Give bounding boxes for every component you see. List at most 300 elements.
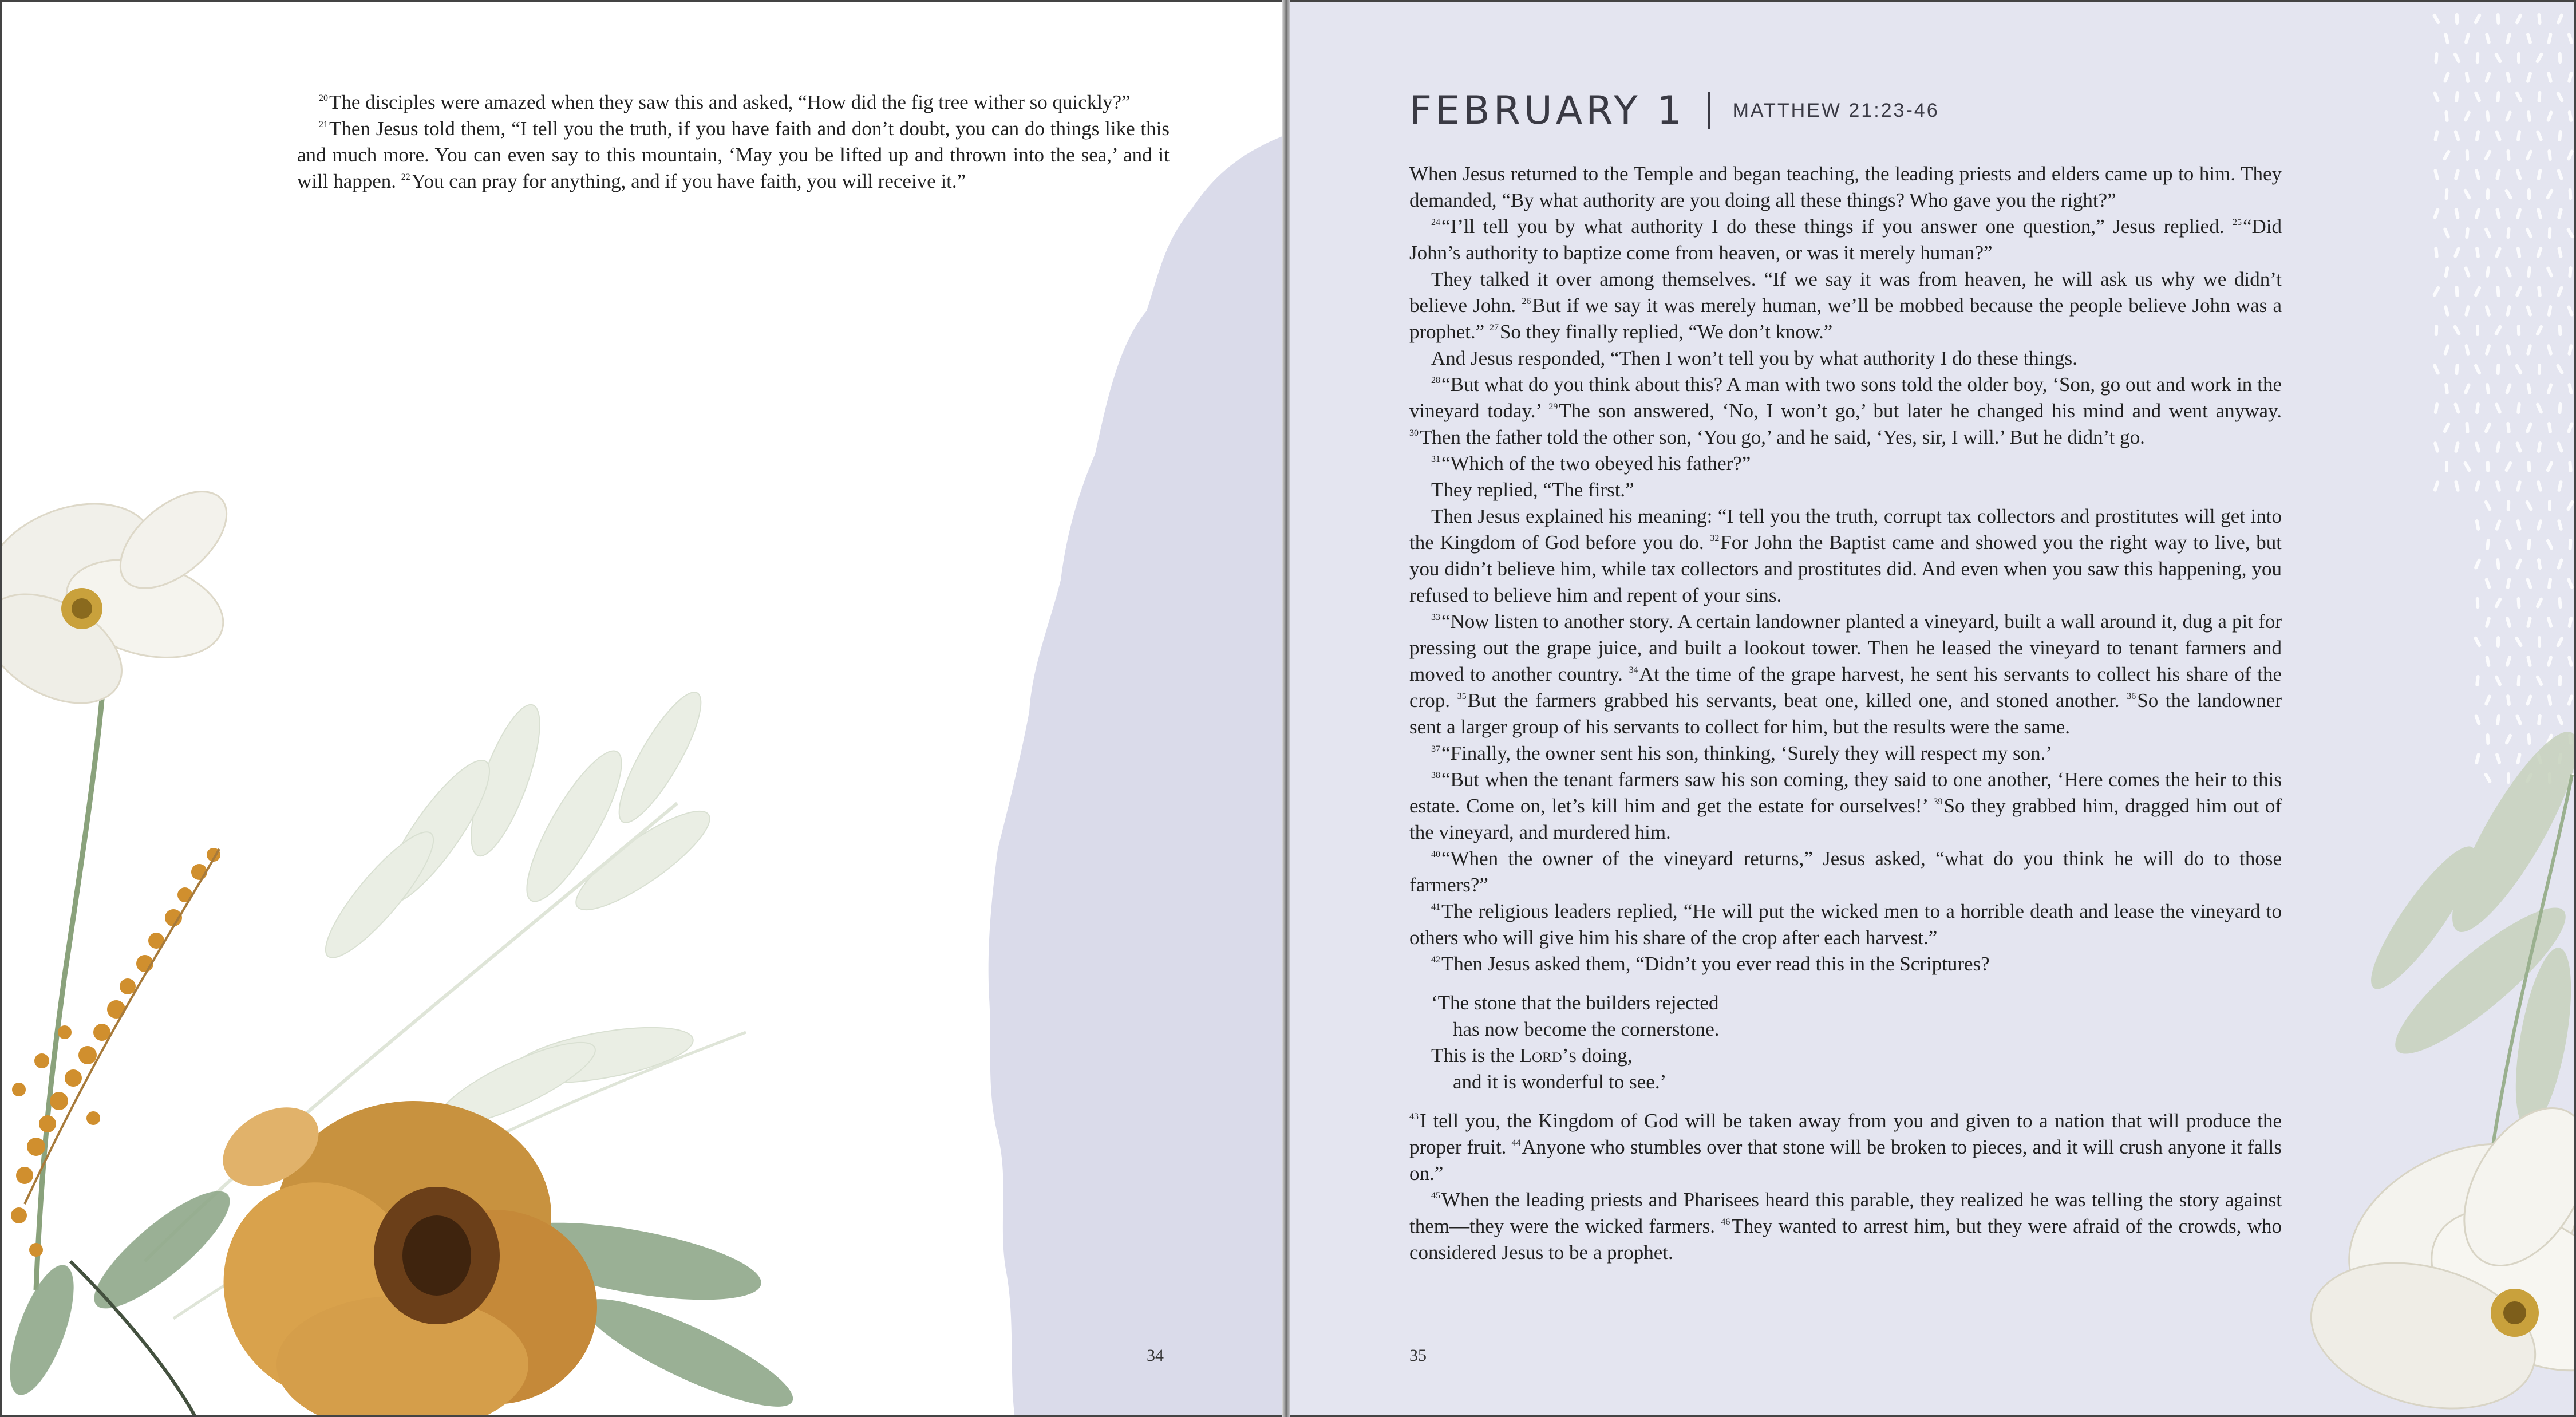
pattern-dash <box>2515 208 2522 220</box>
pattern-dash <box>2516 480 2522 492</box>
pattern-dash <box>2547 422 2553 434</box>
verse-number: 26 <box>1522 297 1531 306</box>
scripture-paragraph <box>1409 477 2282 503</box>
pattern-dash <box>2453 402 2461 415</box>
pattern-dash <box>2558 402 2562 414</box>
pattern-dash <box>2484 500 2492 512</box>
pattern-dash <box>2454 480 2460 492</box>
pattern-dash <box>2494 52 2503 64</box>
pattern-dash <box>2525 227 2533 239</box>
pattern-dash <box>2547 305 2552 317</box>
pattern-dash <box>2527 539 2531 550</box>
pattern-dash <box>2568 266 2573 278</box>
pattern-dash <box>2475 130 2480 142</box>
pattern-dash <box>2514 636 2523 648</box>
pattern-dash <box>2535 597 2543 609</box>
pattern-dash <box>2526 110 2531 123</box>
pattern-dash <box>2435 325 2439 336</box>
pattern-dash <box>2432 286 2441 297</box>
text-run: “I’ll tell you by what authority I do these things if you answer one question,” Jesus replied. <box>1441 215 2233 238</box>
pattern-dash <box>2516 247 2521 259</box>
pattern-dash <box>2526 656 2532 668</box>
verse-number: 35 <box>1457 692 1467 701</box>
pattern-dash <box>2555 364 2564 375</box>
scripture-paragraph <box>1409 266 2282 345</box>
pattern-dash <box>2506 344 2512 356</box>
pattern-dash <box>2506 305 2511 317</box>
text-run: has now become the cornerstone. <box>1453 1018 1720 1040</box>
text-run: They wanted to arrest him, but they were afraid of the crowds, who considered Jesus to be a prophet. <box>1409 1215 2282 1264</box>
pattern-dash <box>2557 480 2563 492</box>
pattern-dash <box>2525 149 2533 161</box>
pattern-dash <box>2445 461 2448 472</box>
pattern-dash <box>2444 383 2449 395</box>
scripture-paragraph <box>1409 767 2282 846</box>
pattern-dash <box>2475 675 2480 687</box>
pattern-dash <box>2526 617 2532 629</box>
pattern-dash <box>2568 539 2572 550</box>
text-run: So they finally replied, “We don’t know.” <box>1499 321 1833 343</box>
pattern-dash <box>2495 519 2502 531</box>
pattern-dash <box>2556 286 2563 298</box>
pattern-dash <box>2433 480 2440 492</box>
scripture-paragraph <box>1409 609 2282 740</box>
pattern-dash <box>2567 305 2574 317</box>
text-run: “Which of the two obeyed his father?” <box>1441 452 1751 475</box>
pattern-dash <box>2536 519 2543 531</box>
pattern-dash <box>2515 558 2522 570</box>
pattern-dash <box>2474 558 2482 570</box>
pattern-dash <box>2506 578 2511 590</box>
text-run: The disciples were amazed when they saw this and asked, “How did the fig tree wither so quickly?” <box>329 91 1131 113</box>
pattern-dash <box>2475 247 2480 259</box>
pattern-dash <box>2464 344 2470 356</box>
scripture-paragraph <box>1409 951 2282 977</box>
pattern-dash <box>2505 617 2511 629</box>
pattern-dash <box>2566 227 2575 239</box>
pattern-dash <box>2496 636 2500 648</box>
poem-line <box>1409 1043 2282 1069</box>
pattern-dash <box>2463 110 2471 123</box>
floral-watercolor-left <box>2 460 860 1417</box>
pattern-dash <box>2504 266 2512 278</box>
pattern-dash <box>2485 617 2491 629</box>
pattern-dash <box>2525 422 2532 434</box>
pattern-dash <box>2464 305 2471 317</box>
pattern-dash <box>2556 13 2564 25</box>
pattern-dash <box>2444 110 2449 122</box>
pattern-dash <box>2474 364 2482 376</box>
scripture-paragraph <box>1409 345 2282 372</box>
pattern-dash <box>2546 539 2554 551</box>
pattern-dash <box>2525 500 2534 511</box>
pattern-dash <box>2558 130 2562 142</box>
pattern-dash <box>2486 539 2490 551</box>
pattern-dash <box>2558 675 2562 686</box>
pattern-dash <box>2434 52 2438 64</box>
text-run: doing, <box>1577 1044 1633 1067</box>
pattern-dash <box>2484 694 2491 706</box>
text-run: You can pray for anything, and if you have faith, you will receive it.” <box>411 170 966 192</box>
pattern-dash <box>2434 247 2439 259</box>
golden-poppy <box>193 1091 597 1417</box>
pattern-dash <box>2527 188 2531 200</box>
pattern-dash <box>2485 266 2490 278</box>
text-run: The son answered, ‘No, I won’t go,’ but later he changed his mind and went anyway. <box>1559 400 2282 422</box>
pattern-dash <box>2526 344 2532 356</box>
verse-number: 28 <box>1431 376 1440 385</box>
verse-number: 38 <box>1431 771 1440 780</box>
verse-number: 31 <box>1431 455 1440 464</box>
pattern-dash <box>2495 441 2501 453</box>
pattern-dash <box>2506 149 2510 161</box>
pattern-dash <box>2484 422 2492 434</box>
text-run: When Jesus returned to the Temple and began teaching, the leading priests and elders came up to him. They demanded, “By what authority are you doing all these things? Who gave you the right?” <box>1409 163 2282 211</box>
page-number-right: 35 <box>1409 1346 1427 1365</box>
pattern-dash <box>2548 500 2551 511</box>
pattern-dash <box>2455 286 2459 297</box>
pattern-dash <box>2538 364 2541 375</box>
text-run: Then Jesus explained his meaning: “I tell you the truth, corrupt tax collectors and prostitutes will get into the Kingdom of God before you do. <box>1409 505 2282 554</box>
pattern-dash <box>2526 72 2532 84</box>
text-run: They talked it over among themselves. “If we say it was from heaven, he will ask us why we didn’t believe John. <box>1409 268 2282 317</box>
pattern-dash <box>2454 441 2460 453</box>
pattern-dash <box>2516 519 2522 531</box>
pattern-dash <box>2443 422 2451 434</box>
text-run: I tell you, the Kingdom of God will be taken away from you and given to a nation that will produce the proper fruit. <box>1409 1110 2282 1158</box>
pattern-dash <box>2506 227 2510 239</box>
pattern-dash <box>2568 188 2572 200</box>
pattern-dash <box>2463 188 2472 200</box>
pattern-dash <box>2496 558 2500 570</box>
verse-number: 36 <box>2127 692 2136 701</box>
pattern-dash <box>2567 72 2574 84</box>
verse-number: 25 <box>2232 218 2242 227</box>
pattern-dash <box>2556 441 2563 453</box>
pattern-dash <box>2496 91 2500 102</box>
pattern-dash <box>2567 383 2573 395</box>
pattern-dash <box>2536 480 2543 492</box>
pattern-dash <box>2517 325 2521 336</box>
text-run: ‘The stone that the builders rejected <box>1431 992 1719 1014</box>
pattern-dash <box>2567 617 2573 629</box>
pattern-dash <box>2547 149 2552 161</box>
pattern-dash <box>2526 33 2532 45</box>
verse-number: 46 <box>1721 1217 1730 1227</box>
verse-number: 32 <box>1710 534 1720 543</box>
poetry-quotation <box>1409 990 2282 1095</box>
pattern-dash <box>2474 636 2482 648</box>
pattern-dash <box>2432 364 2440 376</box>
text-run: And Jesus responded, “Then I won’t tell you by what authority I do these things. <box>1431 347 2077 369</box>
pattern-dash <box>2515 13 2523 25</box>
pattern-dash <box>2475 402 2480 415</box>
pattern-dash <box>2504 461 2513 472</box>
pattern-dash <box>2465 422 2469 433</box>
pattern-dash <box>2495 130 2502 142</box>
verse-number: 37 <box>1431 744 1440 754</box>
pattern-dash <box>2455 13 2459 25</box>
pattern-dash <box>2566 149 2574 161</box>
pattern-dash <box>2546 110 2553 123</box>
pattern-dash <box>2557 169 2563 181</box>
pattern-dash <box>2484 72 2491 84</box>
pattern-dash <box>2548 227 2552 239</box>
pattern-dash <box>2566 500 2575 511</box>
pattern-dash <box>2444 33 2449 45</box>
pattern-dash <box>2505 656 2512 668</box>
pattern-dash <box>2474 441 2481 453</box>
pattern-dash <box>2453 52 2461 64</box>
right-page <box>1290 0 2576 1417</box>
pattern-dash <box>2547 578 2553 590</box>
pattern-dash <box>2537 13 2542 25</box>
text-run: The religious leaders replied, “He will put the wicked men to a horrible death and lease the vineyard to others who will give him his share of the crop after each harvest.” <box>1409 900 2282 949</box>
floral-watercolor-right <box>2274 717 2576 1417</box>
pattern-dash <box>2526 305 2532 317</box>
verse-number: 21 <box>319 120 328 129</box>
pattern-dash <box>2557 558 2563 570</box>
pattern-dash <box>2567 344 2573 356</box>
left-page <box>0 0 1286 1417</box>
pattern-dash <box>2537 169 2542 181</box>
pattern-dash <box>2463 383 2471 395</box>
pattern-dash <box>2474 13 2482 25</box>
pattern-dash <box>2496 364 2500 375</box>
pattern-dash <box>2443 227 2450 239</box>
pattern-dash <box>2547 72 2553 84</box>
pattern-dash <box>2432 13 2440 25</box>
pattern-dash <box>2566 578 2574 590</box>
verse-number: 42 <box>1431 955 1440 965</box>
pattern-dash <box>2433 441 2439 453</box>
pattern-dash <box>2557 208 2563 220</box>
pattern-dash <box>2476 52 2480 64</box>
small-caps-text: Lord’s <box>1519 1044 1577 1067</box>
verse-number: 34 <box>1629 665 1638 675</box>
pattern-dash <box>2495 208 2501 220</box>
verse-number: 27 <box>1489 323 1499 333</box>
text-run: “When the owner of the vineyard returns,” Jesus asked, “what do you think he will do to those farmers?” <box>1409 847 2282 896</box>
pattern-dash <box>2537 91 2541 102</box>
pattern-dash <box>2485 33 2491 45</box>
verse-number: 43 <box>1409 1112 1419 1122</box>
pattern-dash <box>2505 383 2512 395</box>
pattern-dash <box>2535 325 2543 337</box>
pattern-dash <box>2567 33 2574 45</box>
reading-heading <box>1409 88 1939 133</box>
pattern-dash <box>2535 675 2543 687</box>
pattern-dash <box>2536 247 2543 259</box>
text-run: Then Jesus told them, “I tell you the truth, if you have faith and don’t doubt, you can do things like this and much more. You can even say to this mountain, ‘May you be lifted up and thrown into the sea,’ and it will happen. <box>297 117 1170 192</box>
scripture-paragraph <box>1409 1187 2282 1266</box>
pattern-dash <box>2515 364 2523 375</box>
pattern-dash <box>2527 461 2531 472</box>
pattern-dash <box>2546 617 2553 629</box>
verse-number: 29 <box>1548 402 1558 412</box>
pattern-dash <box>2464 72 2470 84</box>
text-run: “Finally, the owner sent his son, thinking, ‘Surely they will respect my son.’ <box>1441 742 2053 764</box>
scripture-paragraph <box>1409 372 2282 451</box>
pattern-dash <box>2537 441 2542 453</box>
pattern-dash <box>2443 72 2451 84</box>
text-run: When the leading priests and Pharisees heard this parable, they realized he was telling the story against them—they were the wicked farmers. <box>1409 1189 2282 1237</box>
verse-number: 20 <box>319 93 328 103</box>
pattern-dash <box>2466 149 2470 161</box>
pattern-dash <box>2515 169 2522 181</box>
pattern-dash <box>2558 52 2562 64</box>
pattern-dash <box>2527 266 2531 278</box>
poem-line <box>1409 1016 2282 1043</box>
pattern-dash <box>2546 656 2553 668</box>
pattern-dash <box>2538 636 2541 648</box>
text-run: “Now listen to another story. A certain landowner planted a vineyard, built a wall around it, dug a pit for pressing out the grape juice, and built a lookout tower. Then he leased the vineyard to tenant farmers and moved to another country. <box>1409 610 2282 685</box>
text-run: So the landowner sent a larger group of his servants to collect for him, but the results were the same. <box>1409 689 2282 738</box>
pattern-dash <box>2494 402 2502 415</box>
pattern-dash <box>2486 110 2490 123</box>
scripture-paragraph <box>297 116 1170 195</box>
pattern-dash <box>2504 188 2512 200</box>
pattern-dash <box>2474 91 2482 103</box>
pattern-dash <box>2453 247 2460 259</box>
text-run: This is the <box>1431 1044 1520 1067</box>
pattern-dash <box>2567 422 2574 434</box>
pattern-dash <box>2504 539 2512 551</box>
scripture-paragraph <box>1409 503 2282 609</box>
text-run: For John the Baptist came and showed you the right way to live, but you didn’t believe him, while tax collectors and prostitutes did. And even when you saw this happening, you refused to believe him and repent of your sins. <box>1409 531 2282 606</box>
left-page-text <box>297 89 1170 195</box>
pattern-dash <box>2557 247 2563 259</box>
scripture-paragraph <box>1409 1108 2282 1187</box>
pattern-dash <box>2506 72 2511 84</box>
pattern-dash <box>2546 266 2554 278</box>
scripture-paragraph <box>297 89 1170 116</box>
text-run: “But what do you think about this? A man with two sons told the older boy, ‘Son, go out and work in the vineyard today.’ <box>1409 373 2282 422</box>
reading-date: FEBRUARY 1 <box>1409 88 1685 133</box>
pattern-dash <box>2484 305 2491 317</box>
page-number-left: 34 <box>1147 1346 1164 1365</box>
text-run: But if we say it was merely human, we’ll be mobbed because the people believe John was a prophet.” <box>1409 294 2282 343</box>
pattern-dash <box>2495 169 2501 181</box>
text-run: Anyone who stumbles over that stone will be broken to pieces, and it will crush anyone it falls on.” <box>1409 1136 2282 1185</box>
pattern-dash <box>2484 578 2491 590</box>
pattern-dash <box>2506 694 2511 706</box>
text-run: So they grabbed him, dragged him out of the vineyard, and murdered him. <box>1409 795 2282 843</box>
pattern-dash <box>2444 305 2450 317</box>
pattern-dash <box>2526 578 2533 590</box>
pattern-dash <box>2432 91 2440 103</box>
pattern-dash <box>2567 110 2573 123</box>
pattern-dash <box>2496 13 2500 25</box>
pattern-dash <box>2537 286 2542 298</box>
pattern-dash <box>2537 558 2542 570</box>
pattern-dash <box>2474 480 2480 492</box>
pattern-dash <box>2486 188 2490 200</box>
scripture-paragraph <box>1409 214 2282 266</box>
pattern-dash <box>2547 33 2553 45</box>
pattern-dash <box>2484 344 2491 356</box>
right-page-text <box>1409 161 2282 1266</box>
verse-number: 44 <box>1511 1138 1521 1148</box>
verse-number: 40 <box>1431 850 1440 859</box>
pattern-dash <box>2546 383 2553 395</box>
pattern-dash <box>2443 344 2450 356</box>
pattern-dash <box>2506 33 2512 45</box>
pattern-dash <box>2567 694 2574 706</box>
verse-number: 30 <box>1409 428 1419 438</box>
pattern-dash <box>2433 208 2440 220</box>
pattern-dash <box>2496 286 2500 297</box>
verse-number: 24 <box>1431 218 1440 227</box>
pattern-dash <box>2516 130 2522 142</box>
text-run: and it is wonderful to see.’ <box>1453 1071 1667 1093</box>
pattern-dash <box>2484 149 2492 161</box>
pattern-dash <box>2476 597 2480 609</box>
pattern-dash <box>2535 402 2543 415</box>
pattern-dash <box>2495 247 2502 259</box>
text-run: But the farmers grabbed his servants, beat one, killed one, and stoned another. <box>1467 689 2127 712</box>
pattern-dash <box>2453 325 2462 336</box>
pattern-dash <box>2454 169 2460 181</box>
pattern-dash <box>2504 110 2512 123</box>
pattern-dash <box>2494 597 2502 609</box>
pattern-dash <box>2486 461 2490 472</box>
pattern-dash <box>2465 227 2470 239</box>
pattern-dash <box>2516 597 2520 609</box>
pattern-dash <box>2516 402 2521 415</box>
verse-number: 33 <box>1431 613 1440 622</box>
pattern-dash <box>2455 91 2459 103</box>
pattern-dash <box>2567 656 2574 668</box>
pattern-dash <box>2494 675 2502 687</box>
pattern-dash <box>2558 325 2562 336</box>
watercolor-wash <box>975 2 1286 1417</box>
pattern-dash <box>2556 636 2565 648</box>
pattern-dash <box>2433 169 2440 181</box>
verse-number: 22 <box>401 172 410 182</box>
pattern-dash <box>2516 675 2520 686</box>
pattern-dash <box>2454 208 2460 220</box>
pattern-dash <box>2443 149 2451 161</box>
pattern-dash <box>2463 461 2471 472</box>
pattern-dash <box>2526 383 2532 395</box>
text-run: Then Jesus asked them, “Didn’t you ever read this in the Scriptures? <box>1441 953 1990 975</box>
scripture-paragraph <box>1409 846 2282 898</box>
text-run: “Did John’s authority to baptize come from heaven, or was it merely human?” <box>1409 215 2282 264</box>
pattern-dash <box>2484 227 2492 239</box>
pattern-dash <box>2495 480 2502 492</box>
pattern-dash <box>2526 694 2533 706</box>
pattern-dash <box>2515 286 2523 298</box>
pattern-dash <box>2558 597 2562 609</box>
pattern-dash <box>2506 422 2511 434</box>
pattern-dash <box>2474 208 2481 220</box>
pattern-dash <box>2515 441 2522 453</box>
pattern-dash <box>2453 130 2460 142</box>
poem-line <box>1409 990 2282 1016</box>
pattern-dash <box>2517 52 2520 64</box>
pattern-dash <box>2474 286 2482 298</box>
pattern-dash <box>2556 91 2565 102</box>
pattern-dash <box>2546 344 2553 356</box>
scripture-paragraph <box>1409 451 2282 477</box>
text-run: Then the father told the other son, ‘You go,’ and he said, ‘Yes, sir, I will.’ But he didn’t go. <box>1420 426 2145 448</box>
pattern-dash <box>2494 325 2503 336</box>
pattern-dash <box>2547 694 2552 706</box>
scripture-paragraph <box>1409 161 2282 214</box>
white-flower <box>2 473 244 725</box>
pattern-dash <box>2476 325 2479 336</box>
